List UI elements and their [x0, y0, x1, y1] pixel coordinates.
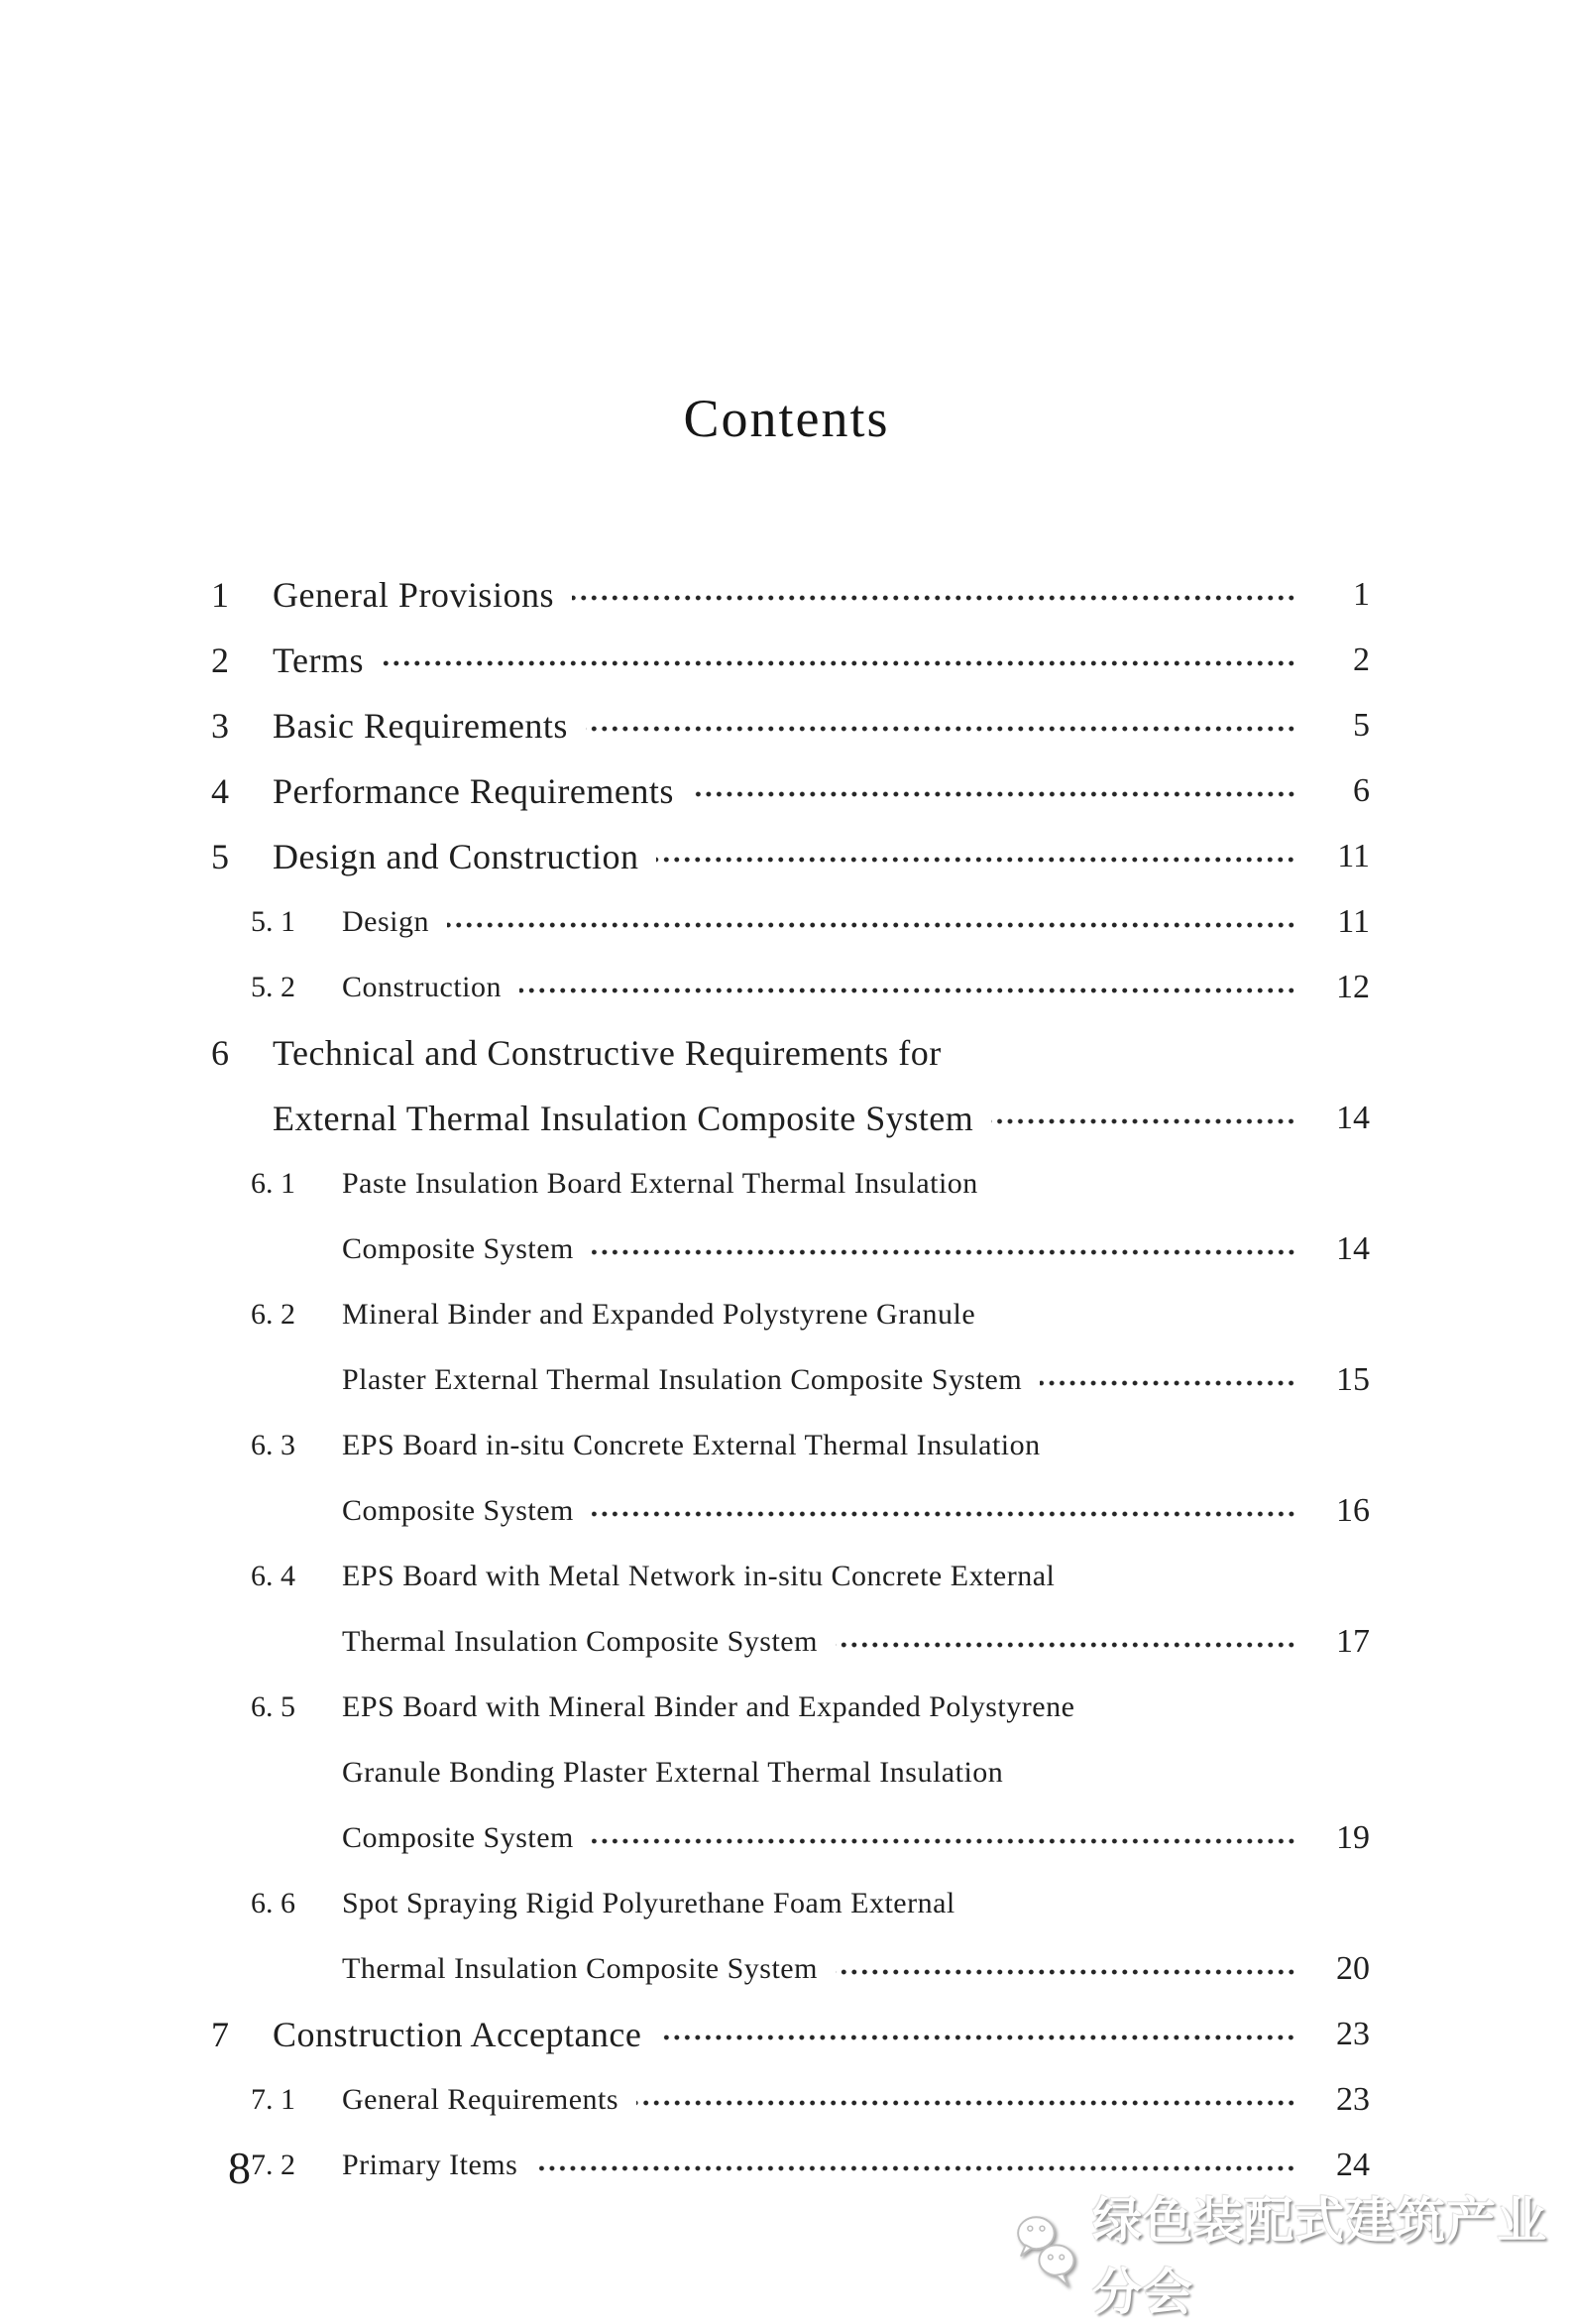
toc-entry-page: 14 — [1336, 1100, 1370, 1136]
dot-leader — [592, 1247, 1296, 1257]
toc-entry — [211, 1740, 1370, 1805]
dot-leader — [586, 724, 1296, 734]
toc-entry — [211, 2002, 1370, 2067]
dot-leader — [836, 1967, 1296, 1977]
toc-entry-page: 5 — [1353, 707, 1370, 744]
toc-entry-title: Terms — [273, 640, 364, 680]
toc-entry-title: EPS Board with Metal Network in-situ Concrete External — [342, 1560, 1056, 1592]
toc-entry — [211, 1936, 1370, 2002]
toc-entry-number: 2 — [211, 640, 229, 680]
dot-leader — [519, 986, 1296, 995]
wechat-icon — [1009, 2207, 1084, 2298]
toc-entry — [211, 1347, 1370, 1413]
toc-entry — [211, 2067, 1370, 2133]
toc-entry-title: Construction — [342, 971, 502, 1003]
toc-entry-title: Thermal Insulation Composite System — [342, 1952, 818, 1985]
toc-entry-page: 11 — [1337, 903, 1370, 940]
toc-entry-title: Design and Construction — [273, 837, 639, 876]
toc-entry-title: Composite System — [342, 1821, 574, 1854]
toc-entry-page: 2 — [1353, 641, 1370, 678]
toc-entry-number: 5 — [211, 837, 229, 876]
toc-entry-page: 19 — [1336, 1819, 1370, 1856]
toc-entry-title: Construction Acceptance — [273, 2015, 642, 2054]
toc-entry-number: 6. 1 — [251, 1167, 295, 1200]
watermark — [1009, 2181, 1573, 2324]
toc-entry — [211, 1413, 1370, 1478]
dot-leader — [592, 1836, 1296, 1846]
toc-entry-number: 6. 6 — [251, 1887, 295, 1919]
toc-entry — [211, 628, 1370, 693]
toc-entry-title: External Thermal Insulation Composite System — [273, 1099, 974, 1138]
toc-entry-number: 7. 2 — [251, 2149, 295, 2181]
toc-entry-number: 6. 3 — [251, 1429, 295, 1461]
toc-entry-page: 12 — [1336, 969, 1370, 1005]
dot-leader — [1040, 1378, 1296, 1388]
toc-entry-number: 1 — [211, 575, 229, 615]
toc-entry — [211, 1020, 1370, 1086]
toc-entry-title: Primary Items — [342, 2149, 518, 2181]
toc-entry-title: Thermal Insulation Composite System — [342, 1625, 818, 1658]
dot-leader — [656, 855, 1296, 865]
toc-entry — [211, 955, 1370, 1020]
toc-entry — [211, 824, 1370, 889]
toc-entry — [211, 758, 1370, 824]
toc-entry-title: Mineral Binder and Expanded Polystyrene Granule — [342, 1298, 976, 1331]
toc-entry — [211, 1282, 1370, 1347]
dot-leader — [382, 658, 1296, 668]
toc-entry-title: Basic Requirements — [273, 706, 568, 746]
toc-entry-number: 6. 5 — [251, 1690, 295, 1723]
toc-entry — [211, 1544, 1370, 1609]
toc-entry — [211, 889, 1370, 955]
toc-entry-number: 6 — [211, 1033, 229, 1073]
toc-entry-title: Design — [342, 905, 429, 938]
toc-entry-page: 6 — [1353, 772, 1370, 809]
dot-leader — [659, 2033, 1296, 2042]
toc-entry-title: Granule Bonding Plaster External Thermal Insulation — [342, 1756, 1004, 1789]
toc-entry-title: Composite System — [342, 1232, 574, 1265]
toc-entry — [211, 1086, 1370, 1151]
dot-leader — [572, 593, 1296, 603]
toc-entry-page: 20 — [1336, 1950, 1370, 1987]
toc-entry-title: EPS Board in-situ Concrete External Thermal Insulation — [342, 1429, 1041, 1461]
dot-leader — [636, 2098, 1296, 2108]
toc-entry-number: 3 — [211, 706, 229, 746]
toc-entry-page: 23 — [1336, 2016, 1370, 2052]
dot-leader — [447, 920, 1296, 930]
toc-list — [211, 562, 1370, 2198]
toc-entry-page: 1 — [1353, 576, 1370, 613]
toc-entry-title: Plaster External Thermal Insulation Composite System — [342, 1363, 1023, 1396]
toc-entry-page: 14 — [1336, 1230, 1370, 1267]
toc-entry-title: Spot Spraying Rigid Polyurethane Foam External — [342, 1887, 955, 1919]
toc-entry-page: 17 — [1336, 1623, 1370, 1660]
toc-entry-number: 5. 1 — [251, 905, 295, 938]
dot-leader — [836, 1640, 1296, 1650]
toc-entry-page: 11 — [1337, 838, 1370, 874]
toc-entry-number: 7. 1 — [251, 2083, 295, 2116]
toc-entry-page: 24 — [1336, 2147, 1370, 2183]
toc-entry-title: Composite System — [342, 1494, 574, 1527]
toc-entry — [211, 562, 1370, 628]
toc-entry-title: General Provisions — [273, 575, 554, 615]
toc-entry — [211, 693, 1370, 758]
toc-entry — [211, 1871, 1370, 1936]
toc-entry — [211, 1675, 1370, 1740]
toc-entry-number: 5. 2 — [251, 971, 295, 1003]
dot-leader — [535, 2163, 1296, 2173]
toc-entry-page: 23 — [1336, 2081, 1370, 2118]
page-number: 8 — [228, 2143, 251, 2193]
toc-entry-number: 6. 2 — [251, 1298, 295, 1331]
toc-entry — [211, 1478, 1370, 1544]
toc-entry-title: EPS Board with Mineral Binder and Expanded Polystyrene — [342, 1690, 1075, 1723]
toc-entry-title: General Requirements — [342, 2083, 619, 2116]
toc-entry — [211, 1217, 1370, 1282]
dot-leader — [692, 789, 1296, 799]
toc-entry-number: 4 — [211, 771, 229, 811]
toc-entry-number: 7 — [211, 2015, 229, 2054]
toc-entry — [211, 1609, 1370, 1675]
toc-entry-title: Paste Insulation Board External Thermal Insulation — [342, 1167, 978, 1200]
toc-entry-title: Technical and Constructive Requirements for — [273, 1033, 942, 1073]
toc-entry-title: Performance Requirements — [273, 771, 674, 811]
dot-leader — [592, 1509, 1296, 1519]
toc-entry-number: 6. 4 — [251, 1560, 295, 1592]
toc-entry — [211, 1805, 1370, 1871]
dot-leader — [991, 1116, 1296, 1126]
toc-entry-page: 15 — [1336, 1361, 1370, 1398]
watermark-text: 绿色装配式建筑产业分会 — [1092, 2192, 1548, 2321]
toc-entry-page: 16 — [1336, 1492, 1370, 1529]
toc-entry — [211, 1151, 1370, 1217]
page-title: Contents — [683, 389, 890, 448]
